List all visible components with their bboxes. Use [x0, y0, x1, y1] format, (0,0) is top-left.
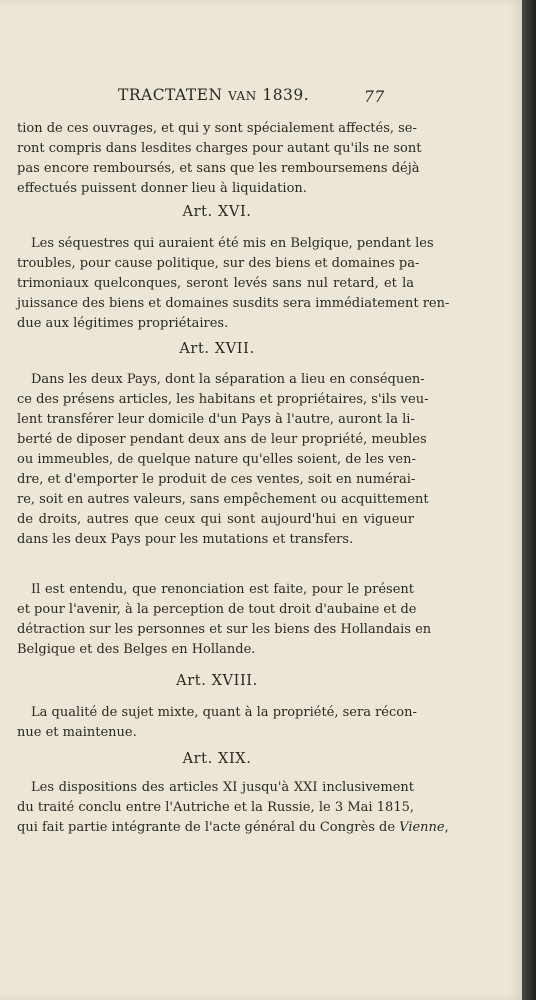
text-line: Dans les deux Pays, dont la séparation a lieu en conséquen-	[31, 372, 425, 387]
text-line: tion de ces ouvrages, et qui y sont spécialement affectés, se-	[17, 121, 417, 136]
text-line: dre, et d'emporter le produit de ces ventes, soit en numérai-	[17, 472, 416, 487]
text-line: Les séquestres qui auraient été mis en Belgique, pendant les	[31, 236, 434, 251]
book-spine-shadow	[522, 0, 536, 1000]
text-line: Les dispositions des articles XI jusqu'à XXI inclusivement	[31, 780, 414, 795]
text-line: Il est entendu, que renonciation est faite, pour le présent	[31, 582, 414, 597]
text-line: Belgique et des Belges en Hollande.	[17, 642, 256, 657]
article-xix-paragraph	[17, 778, 449, 838]
text-line: ront compris dans lesdites charges pour autant qu'ils ne sont	[17, 141, 422, 156]
running-title: TRACTATEN VAN 1839.	[118, 86, 310, 104]
text-line: La qualité de sujet mixte, quant à la propriété, sera récon-	[31, 705, 417, 720]
text-line: de droits, autres que ceux qui sont aujourd'hui en vigueur	[17, 512, 414, 527]
text-line: juissance des biens et domaines susdits sera immédiatement ren-	[17, 296, 450, 311]
text-line: qui fait partie intégrante de l'acte général du Congrès de Vienne,	[17, 820, 449, 835]
text-line: nue et maintenue.	[17, 725, 137, 740]
continuation-paragraph	[17, 119, 422, 199]
text-line: re, soit en autres valeurs, sans empêchement ou acquittement	[17, 492, 429, 507]
page-number: 77	[364, 88, 385, 106]
text-line: du traité conclu entre l'Autriche et la Russie, le 3 Mai 1815,	[17, 800, 414, 815]
article-xvii-paragraph	[17, 370, 429, 550]
text-line: lent transférer leur domicile d'un Pays à l'autre, auront la li-	[17, 412, 415, 427]
text-line: ou immeubles, de quelque nature qu'elles soient, de les ven-	[17, 452, 416, 467]
article-heading-xix: Art. XIX.	[182, 751, 252, 767]
text-line: berté de diposer pendant deux ans de leur propriété, meubles	[17, 432, 427, 447]
text-line: et pour l'avenir, à la perception de tout droit d'aubaine et de	[17, 602, 417, 617]
article-xvi-paragraph	[17, 234, 450, 334]
text-line: troubles, pour cause politique, sur des biens et domaines pa-	[17, 256, 420, 271]
text-line: due aux légitimes propriétaires.	[17, 316, 229, 331]
article-xvii-second-paragraph	[17, 580, 432, 660]
article-heading-xvi: Art. XVI.	[182, 204, 252, 220]
article-heading-xviii: Art. XVIII.	[176, 673, 258, 689]
text-line: détraction sur les personnes et sur les biens des Hollandais en	[17, 622, 432, 637]
text-line: dans les deux Pays pour les mutations et transfers.	[17, 532, 354, 547]
text-line: pas encore remboursés, et sans que les remboursemens déjà	[17, 161, 420, 176]
text-line: ce des présens articles, les habitans et propriétaires, s'ils veu-	[17, 392, 429, 407]
italic-place-name: Vienne	[399, 820, 445, 835]
text-line: effectués puissent donner lieu à liquidation.	[17, 181, 307, 196]
text-line: trimoniaux quelconques, seront levés sans nul retard, et la	[17, 276, 414, 291]
article-heading-xvii: Art. XVII.	[179, 341, 255, 357]
article-xviii-paragraph	[17, 703, 417, 743]
